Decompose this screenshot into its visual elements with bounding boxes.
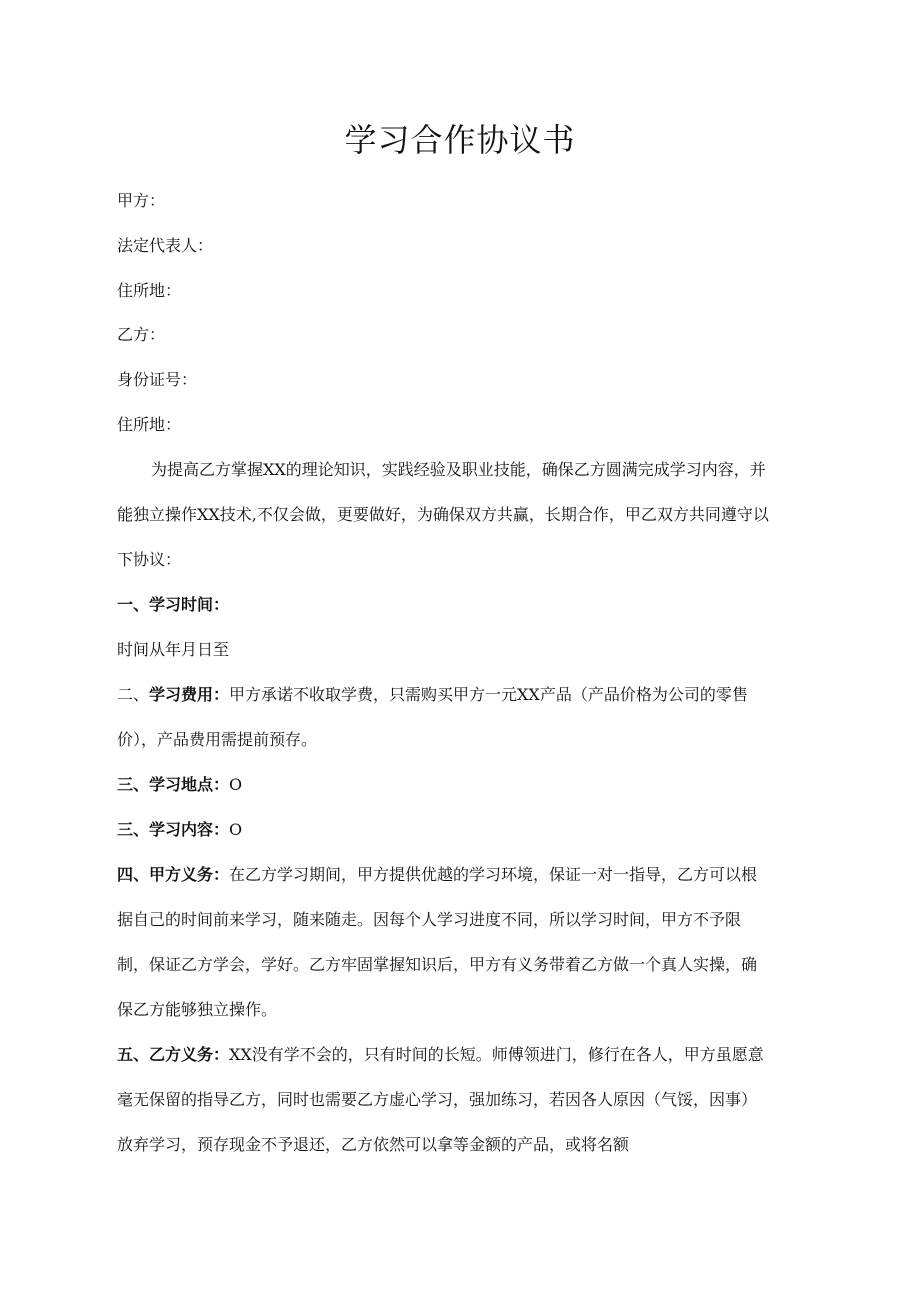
id-number-label: 身份证号： xyxy=(117,370,198,389)
section-1-heading: 一、学习时间： xyxy=(117,595,230,614)
section-3b-heading: 三、学习内容： xyxy=(117,820,230,839)
address-a-label: 住所地： xyxy=(117,281,182,300)
section-3-line xyxy=(117,773,807,797)
section-4-body-1: 在乙方学习期间，甲方提供优越的学习环境，保证一对一指导，乙方可以根 xyxy=(229,865,758,884)
section-2-line-1 xyxy=(117,683,807,707)
document-title: 学习合作协议书 xyxy=(344,121,576,159)
address-b-label: 住所地： xyxy=(117,415,182,434)
section-2-body-1: 甲方承诺不收取学费，只需购买甲方一元XX产品（产品价格为公司的零售 xyxy=(229,685,748,704)
section-4-line-1 xyxy=(117,863,807,887)
section-1-body: 时间从年月日至 xyxy=(117,640,230,659)
section-5-line-2: 毫无保留的指导乙方，同时也需要乙方虚心学习，强加练习，若因各人原因（气馁，因事） xyxy=(117,1090,758,1109)
preamble-line-1: 为提高乙方掌握XX的理论知识，实践经验及职业技能，确保乙方圆满完成学习内容，并 xyxy=(151,460,766,479)
preamble-line-2: 能独立操作XX技术,不仅会做，更要做好，为确保双方共赢，长期合作，甲乙双方共同遵守以 xyxy=(117,505,769,524)
section-5-line-1 xyxy=(117,1043,807,1067)
section-3-heading: 三、学习地点： xyxy=(117,775,230,794)
party-b-label: 乙方： xyxy=(117,325,166,344)
section-4-line-4: 保乙方能够独立操作。 xyxy=(117,1000,278,1019)
legal-rep-label: 法定代表人： xyxy=(117,236,214,255)
section-3-value: O xyxy=(229,775,243,794)
party-a-label: 甲方： xyxy=(117,191,166,210)
section-4-heading: 四、甲方义务： xyxy=(117,865,230,884)
section-5-heading: 五、乙方义务： xyxy=(117,1045,230,1064)
preamble-line-3: 下协议： xyxy=(117,550,182,569)
section-3b-value: O xyxy=(229,820,243,839)
section-2-line-2: 价），产品费用需提前预存。 xyxy=(117,730,318,749)
section-3b-line xyxy=(117,818,807,842)
section-5-body-1: XX没有学不会的，只有时间的长短。师傅领进门，修行在各人，甲方虽愿意 xyxy=(229,1045,764,1064)
section-5-line-3: 放弃学习，预存现金不予退还，乙方依然可以拿等金额的产品，或将名额 xyxy=(117,1135,630,1154)
section-2-heading: 学习费用： xyxy=(149,685,230,704)
section-4-line-2: 据自己的时间前来学习，随来随走。因每个人学习进度不同，所以学习时间，甲方不予限 xyxy=(117,910,742,929)
section-4-line-3: 制，保证乙方学会，学好。乙方牢固掌握知识后，甲方有义务带着乙方做一个真人实操，确 xyxy=(117,955,758,974)
section-2-prefix: 二、 xyxy=(117,685,150,704)
